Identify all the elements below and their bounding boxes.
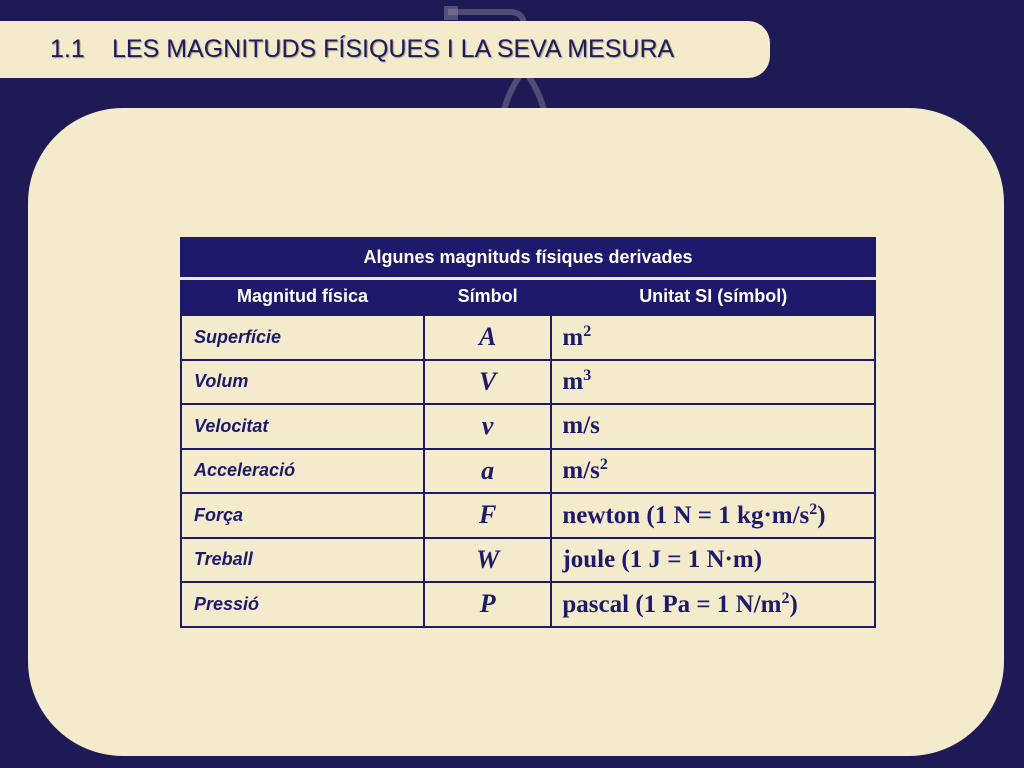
table-header-row: [181, 278, 875, 315]
table-row: [181, 315, 875, 360]
si-unit-cell: [551, 404, 875, 449]
title-bar: [0, 21, 770, 78]
quantity-symbol-cell: v: [424, 404, 551, 449]
quantity-symbol-cell: A: [424, 315, 551, 360]
quantity-symbol-cell: W: [424, 538, 551, 583]
unit-text: ): [789, 590, 798, 618]
table-row: [181, 582, 875, 627]
unit-text: m/s: [562, 412, 600, 440]
column-header-symbol: Símbol: [424, 278, 551, 315]
quantity-name-cell: Força: [181, 493, 424, 538]
quantity-name-cell: Acceleració: [181, 449, 424, 494]
table-row: [181, 360, 875, 405]
table-row: [181, 493, 875, 538]
quantity-symbol-cell: P: [424, 582, 551, 627]
unit-text: ): [817, 501, 826, 529]
unit-text: newton (1 N = 1 kg·m/s: [562, 501, 810, 529]
unit-text: joule (1 J = 1 N·m): [562, 545, 763, 573]
quantity-name-cell: Treball: [181, 538, 424, 583]
table-caption: Algunes magnituds físiques derivades: [181, 238, 875, 278]
si-unit-cell: [551, 493, 875, 538]
unit-exponent: 3: [583, 367, 592, 385]
unit-exponent: 2: [583, 322, 592, 340]
si-unit-cell: [551, 315, 875, 360]
table-body: [181, 315, 875, 627]
column-header-quantity: Magnitud física: [181, 278, 424, 315]
table-row: [181, 404, 875, 449]
quantity-name-cell: Volum: [181, 360, 424, 405]
unit-text: m/s: [562, 457, 600, 485]
si-unit-cell: [551, 538, 875, 583]
si-unit-cell: [551, 582, 875, 627]
quantity-symbol-cell: F: [424, 493, 551, 538]
quantity-symbol-cell: a: [424, 449, 551, 494]
unit-exponent: 2: [781, 589, 790, 607]
unit-text: pascal (1 Pa = 1 N/m: [562, 590, 782, 618]
section-number: 1.1: [50, 35, 85, 63]
table-row: [181, 449, 875, 494]
derived-quantities-table: [180, 237, 876, 628]
unit-exponent: 2: [809, 500, 818, 518]
quantity-name-cell: Velocitat: [181, 404, 424, 449]
page-title: LES MAGNITUDS FÍSIQUES I LA SEVA MESURA: [112, 35, 675, 63]
unit-text: m: [562, 368, 584, 396]
quantity-name-cell: Pressió: [181, 582, 424, 627]
unit-exponent: 2: [599, 456, 608, 474]
si-unit-cell: [551, 360, 875, 405]
quantity-name-cell: Superfície: [181, 315, 424, 360]
table-row: [181, 538, 875, 583]
quantity-symbol-cell: V: [424, 360, 551, 405]
column-header-unit: Unitat SI (símbol): [551, 278, 875, 315]
unit-text: m: [562, 323, 584, 351]
si-unit-cell: [551, 449, 875, 494]
table-caption-row: [181, 238, 875, 278]
